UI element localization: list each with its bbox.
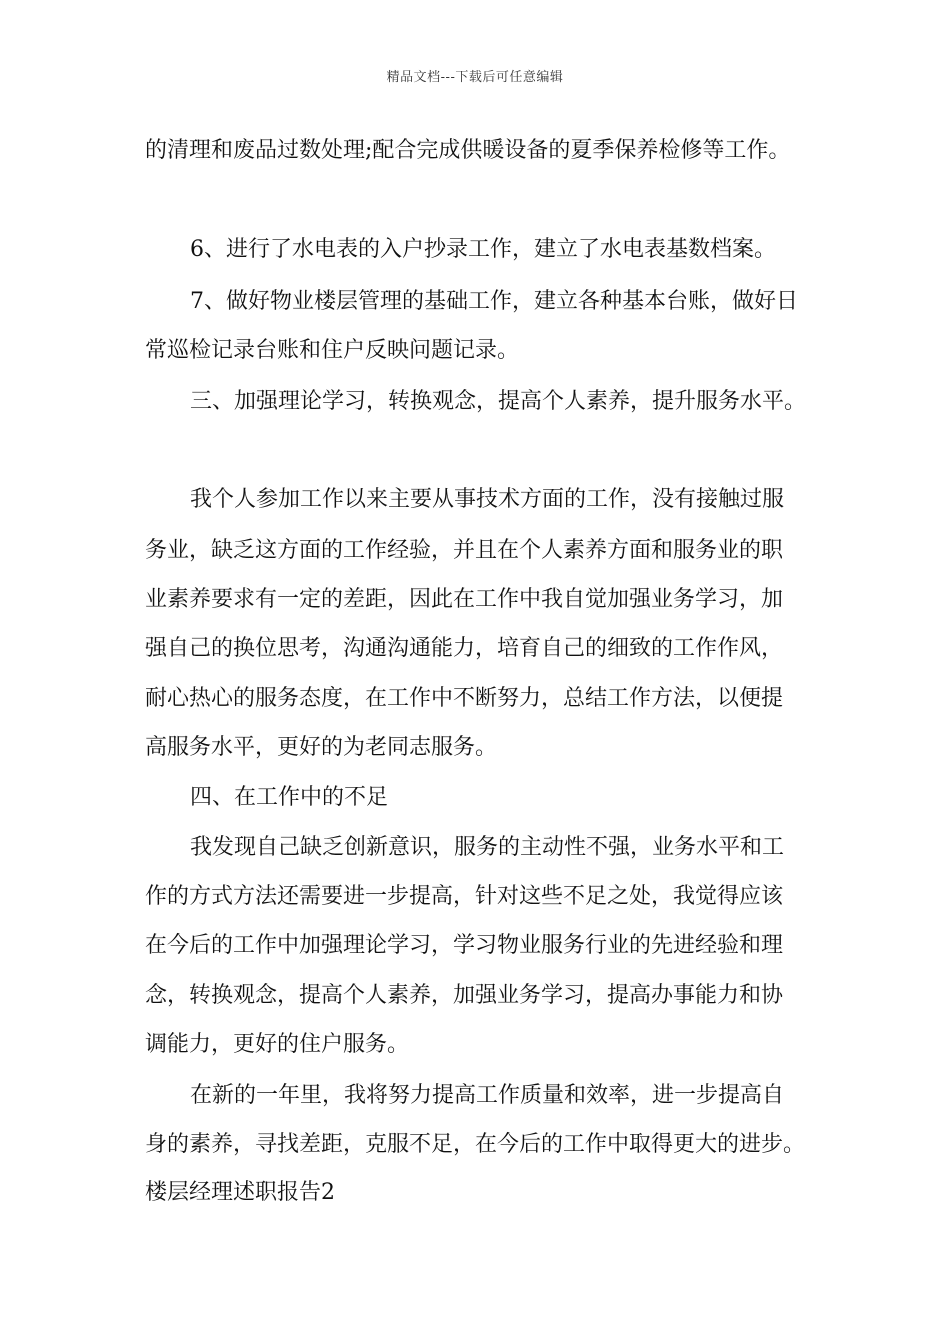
text-line: 的清理和废品过数处理;配合完成供暖设备的夏季保养检修等工作。 xyxy=(145,138,791,163)
text-line: 在今后的工作中加强理论学习，学习物业服务行业的先进经验和理 xyxy=(145,933,784,958)
text-line: 念，转换观念，提高个人素养，加强业务学习，提高办事能力和协 xyxy=(145,983,784,1008)
text-line: 常巡检记录台账和住户反映问题记录。 xyxy=(145,338,520,363)
text-line: 业素养要求有一定的差距，因此在工作中我自觉加强业务学习，加 xyxy=(145,587,784,612)
text-line: 务业，缺乏这方面的工作经验，并且在个人素养方面和服务业的职 xyxy=(145,538,784,563)
text-line: 7、做好物业楼层管理的基础工作，建立各种基本台账，做好日 xyxy=(190,289,798,314)
text-line: 6、进行了水电表的入户抄录工作，建立了水电表基数档案。 xyxy=(190,237,776,262)
text-line: 调能力，更好的住户服务。 xyxy=(145,1032,410,1057)
text-line: 高服务水平，更好的为老同志服务。 xyxy=(145,735,498,760)
section-heading: 三、加强理论学习，转换观念，提高个人素养，提升服务水平。 xyxy=(190,389,807,414)
page-header-watermark: 精品文档---下载后可任意编辑 xyxy=(386,70,564,85)
section-heading: 四、在工作中的不足 xyxy=(190,785,389,810)
text-line: 耐心热心的服务态度，在工作中不断努力，总结工作方法，以便提 xyxy=(145,686,784,711)
text-line: 身的素养，寻找差距，克服不足，在今后的工作中取得更大的进步。 xyxy=(145,1132,806,1157)
text-line: 作的方式方法还需要进一步提高，针对这些不足之处，我觉得应该 xyxy=(145,884,784,909)
text-line: 我发现自己缺乏创新意识，服务的主动性不强，业务水平和工 xyxy=(190,835,785,860)
text-line: 在新的一年里，我将努力提高工作质量和效率，进一步提高自 xyxy=(190,1083,785,1108)
report-title: 楼层经理述职报告2 xyxy=(145,1180,335,1205)
text-line: 强自己的换位思考，沟通沟通能力，培育自己的细致的工作作风， xyxy=(145,636,784,661)
text-line: 我个人参加工作以来主要从事技术方面的工作，没有接触过服 xyxy=(190,487,785,512)
